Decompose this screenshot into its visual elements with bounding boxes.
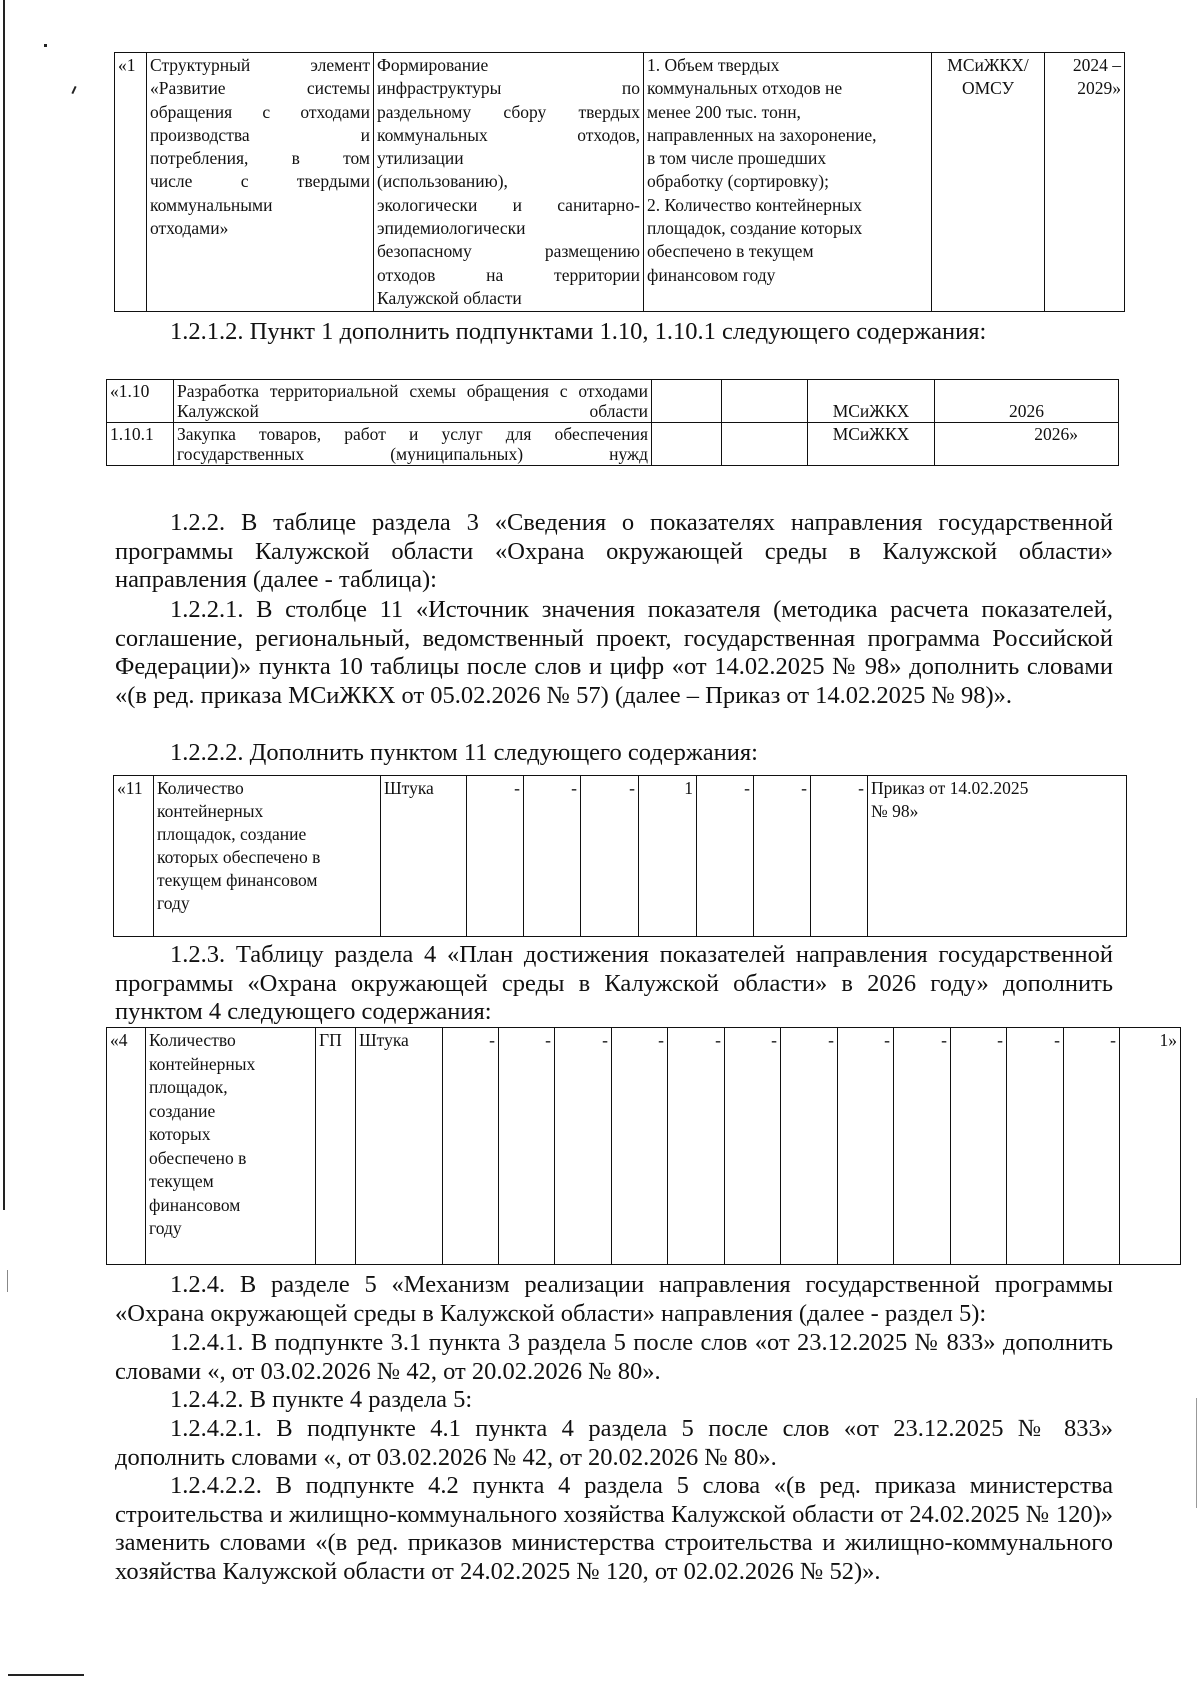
paragraph-1-2-1-2: 1.2.1.2. Пункт 1 дополнить подпунктами 1.10, 1.10.1 следующего содержания: [170, 318, 987, 345]
table-indicator-11 [113, 775, 1127, 937]
row-number: «1 [115, 53, 147, 312]
scan-tick [7, 1270, 8, 1292]
paragraph-1-2-3: 1.2.3. Таблицу раздела 4 «План достижения показателей направления государственной программы «Охрана окружающей среды в Калужской области» в 2026 году» дополнить пунктом 4 следующего содержания: [115, 941, 1113, 1026]
table-row: «1.10 Разработка территориальной схемы обращения с отходами Калужской области МСиЖКХ 2026 [107, 380, 1119, 423]
table-plan-item-4 [106, 1027, 1181, 1265]
period-cell: 2024 – 2029» [1045, 53, 1125, 312]
paragraph-1-2-2-2: 1.2.2.2. Дополнить пунктом 11 следующего содержания: [170, 739, 758, 766]
result-cell: 1. Объем твердых коммунальных отходов не менее 200 тыс. тонн, направленных на захоронение, в том числе прошедших обработку (сортировку); 2. Количество контейнерных площадок, создание которых обеспечено в текущем финансовом году [644, 53, 932, 312]
paragraph-1-2-4-2: 1.2.4.2. В пункте 4 раздела 5: [170, 1386, 473, 1413]
paragraph-1-2-2-1: 1.2.2.1. В столбце 11 «Источник значения показателя (методика расчета показателей, соглашение, региональный, ведомственный проект, государственная программа Российской Федерации)» пункта 10 таблицы после слов и цифр «от 14.02.2025 № 98» дополнить словами «(в ред. приказа МСиЖКХ от 05.02.2026 № 57) (далее – Приказ от 14.02.2025 № 98)». [115, 596, 1113, 710]
table-row: «11 Количество контейнерных площадок, создание которых обеспечено в текущем финансовом году Штука - - - 1 - - - Приказ от 14.02.2025 № 98» [114, 776, 1127, 937]
structural-element-cell: Структурный элемент «Развитие системы обращения с отходами производства и потребления, в том числе с твердыми коммунальными отходами» [147, 53, 374, 312]
responsible-cell: МСиЖКХ/ ОМСУ [932, 53, 1045, 312]
scan-tick [71, 86, 76, 94]
task-cell: Формирование инфраструктуры по раздельному сбору твердых коммунальных отходов, утилизации (использованию), экологически и санитарно- эпидемиологически безопасному размещению отходов на территории Калужской области [374, 53, 644, 312]
paragraph-1-2-4-1: 1.2.4.1. В подпункте 3.1 пункта 3 раздела 5 после слов «от 23.12.2025 № 833» дополнить словами «, от 03.02.2026 № 42, от 20.02.2026 № 80». [115, 1329, 1113, 1385]
table-structural-element [114, 52, 1125, 312]
scan-bottom-line [8, 1674, 84, 1676]
scan-tick [1196, 1398, 1197, 1508]
table-row: 1.10.1 Закупка товаров, работ и услуг для обеспечения государственных (муниципальных) нужд МСиЖКХ 2026» [107, 423, 1119, 466]
scan-dot [44, 44, 47, 47]
table-row [115, 53, 1125, 312]
paragraph-1-2-4: 1.2.4. В разделе 5 «Механизм реализации направления государственной программы «Охрана окружающей среды в Калужской области» направления (далее - раздел 5): [115, 1271, 1113, 1327]
paragraph-1-2-4-2-2: 1.2.4.2.2. В подпункте 4.2 пункта 4 раздела 5 слова «(в ред. приказа министерства строительства и жилищно-коммунального хозяйства Калужской области от 24.02.2025 № 120)» заменить словами «(в ред. приказов министерства строительства и жилищно-коммунального хозяйства Калужской области от 24.02.2025 № 120, от 02.02.2026 № 52)». [115, 1472, 1113, 1586]
paragraph-1-2-2: 1.2.2. В таблице раздела 3 «Сведения о показателях направления государственной программы Калужской области «Охрана окружающей среды в Калужской области» направления (далее - таблица): [115, 509, 1113, 594]
scan-edge-line [3, 0, 5, 1210]
table-subitems-1-10 [106, 379, 1119, 466]
paragraph-1-2-4-2-1: 1.2.4.2.1. В подпункте 4.1 пункта 4 раздела 5 после слов «от 23.12.2025 № 833» дополнить словами «, от 03.02.2026 № 42, от 20.02.2026 № 80». [115, 1415, 1113, 1471]
table-row: «4 Количество контейнерных площадок, создание которых обеспечено в текущем финансовом году ГП Штука - - - - - - - - - - - - 1» [107, 1028, 1181, 1265]
